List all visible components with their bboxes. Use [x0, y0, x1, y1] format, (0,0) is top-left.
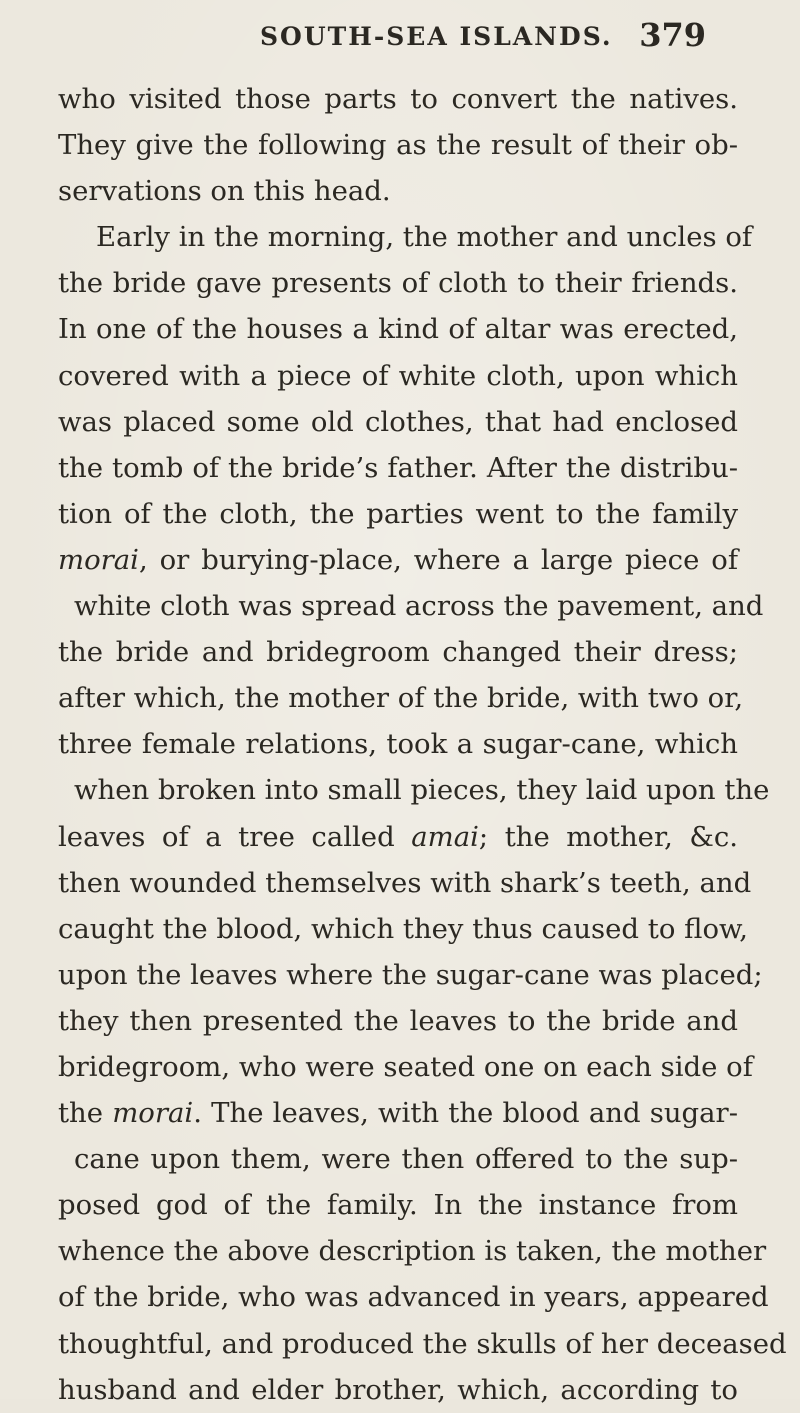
running-title: SOUTH-SEA ISLANDS. [260, 22, 613, 51]
text-line: servations on this head. [58, 175, 391, 208]
text-line: In one of the houses a kind of altar was erected, [58, 313, 738, 346]
text-line: whence the above description is taken, the mother [58, 1235, 767, 1268]
text-line: upon the leaves where the sugar-cane was placed; [58, 958, 763, 991]
text-line: the tomb of the bride’s father. After the distribu- [58, 451, 738, 484]
body-text [58, 76, 787, 1413]
text-line: caught the blood, which they thus caused to flow, [58, 912, 749, 945]
page-number: 379 [639, 16, 706, 54]
text-line: leaves of a tree called amai; the mother, &c. [58, 820, 738, 853]
text-line: three female relations, took a sugar-cane, which [58, 728, 738, 761]
text-line: tion of the cloth, the parties went to the family [58, 497, 738, 530]
text-line: thoughtful, and produced the skulls of her deceased [58, 1327, 787, 1360]
text-line: was placed some old clothes, that had enclosed [58, 405, 738, 438]
text-line: the morai. The leaves, with the blood and sugar- [58, 1097, 738, 1130]
text-line: the bride and bridegroom changed their dress; [58, 636, 738, 669]
text-line: the bride gave presents of cloth to their friends. [58, 267, 738, 300]
text-line: who visited those parts to convert the natives. [58, 83, 738, 115]
text-line: when broken into small pieces, they laid upon the [74, 774, 770, 807]
text-line: Early in the morning, the mother and uncles of [96, 221, 753, 254]
text-line: white cloth was spread across the pavement, and [74, 590, 764, 623]
text-line: bridegroom, who were seated one on each side of [58, 1050, 753, 1083]
text-line: of the bride, who was advanced in years, appeared [58, 1281, 769, 1314]
text-line: they then presented the leaves to the bride and [58, 1004, 738, 1037]
running-head [60, 16, 760, 66]
text-line: morai, or burying-place, where a large piece of [58, 543, 738, 576]
text-line: then wounded themselves with shark’s teeth, and [58, 866, 752, 899]
text-line: after which, the mother of the bride, with two or, [58, 682, 744, 715]
text-line: posed god of the family. In the instance from [58, 1189, 738, 1222]
text-line: cane upon them, were then offered to the sup- [74, 1143, 738, 1176]
text-line: husband and elder brother, which, according to [58, 1373, 738, 1406]
text-line: They give the following as the result of their ob- [58, 129, 738, 162]
text-line: covered with a piece of white cloth, upon which [58, 359, 738, 392]
